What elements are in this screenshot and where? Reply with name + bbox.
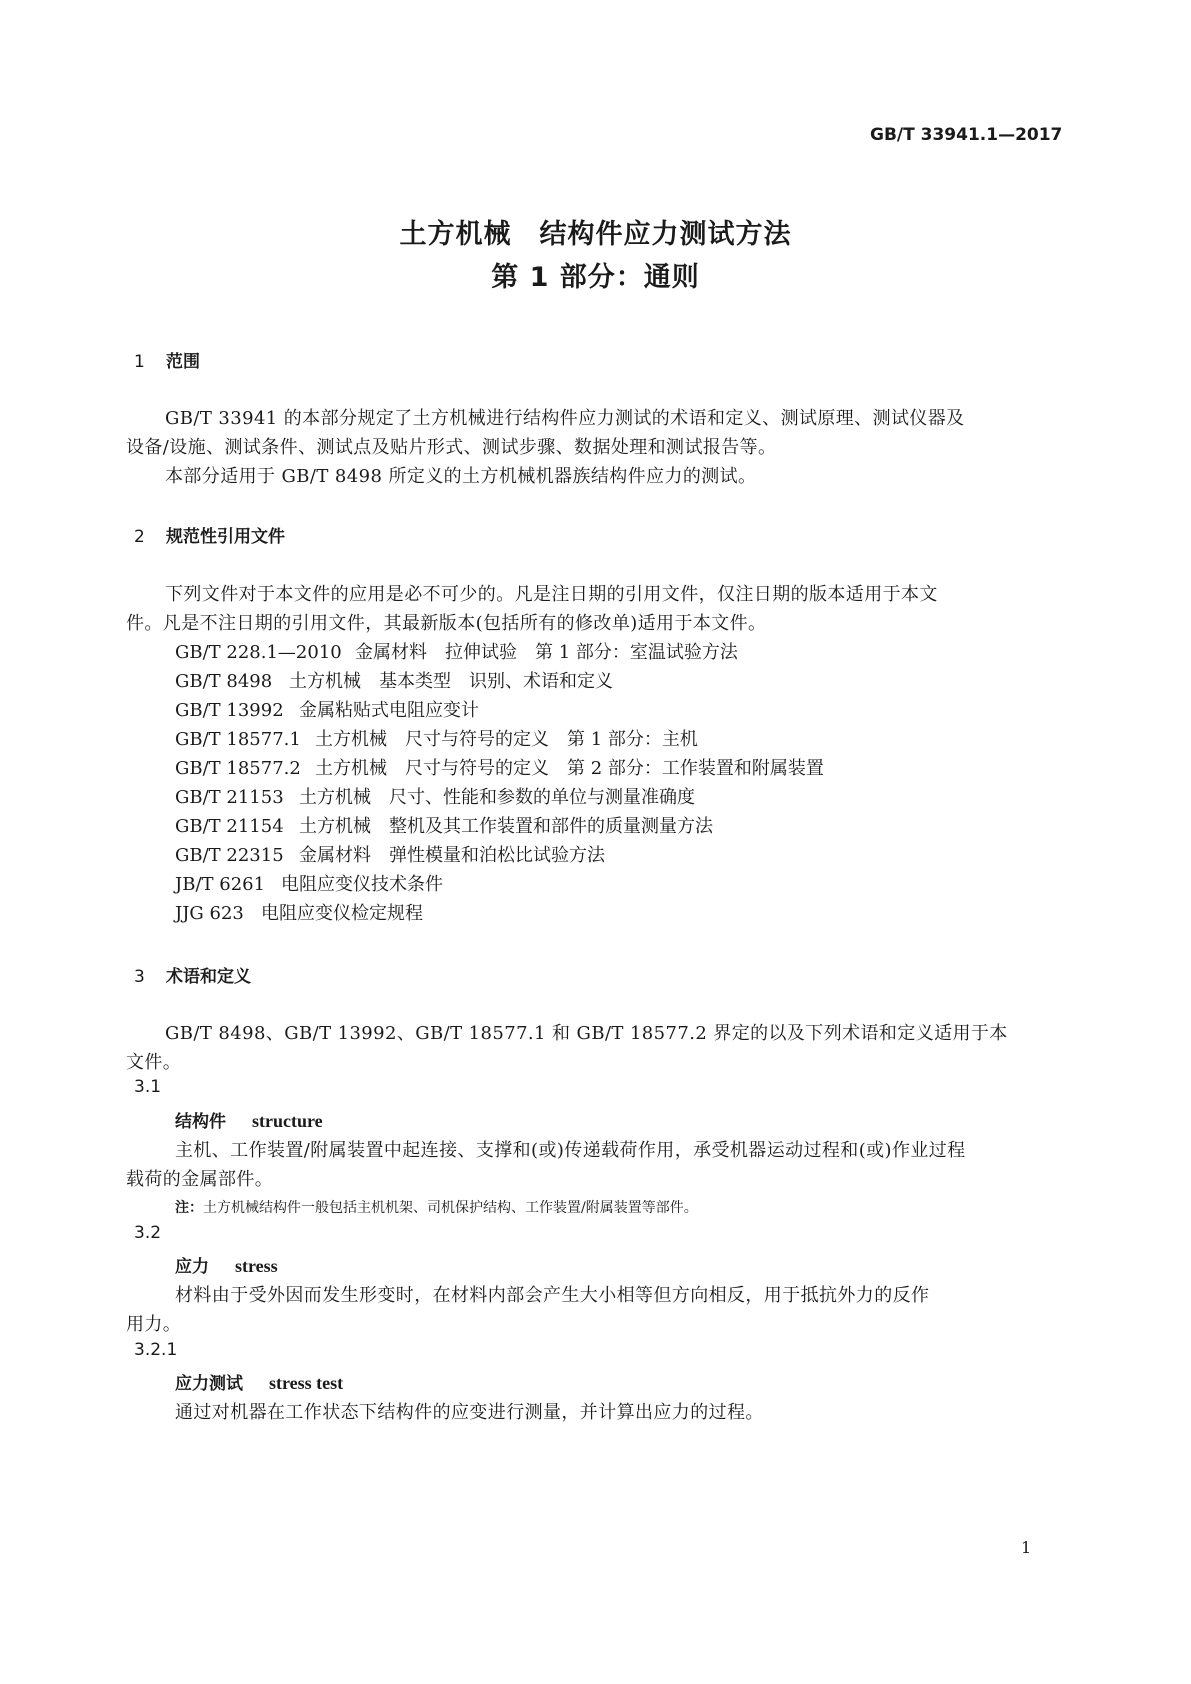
reference-title: 金属材料 弹性模量和泊松比试验方法	[299, 845, 605, 866]
section-2-heading	[134, 522, 285, 547]
section-number: 1	[134, 352, 145, 372]
term-heading	[175, 1107, 323, 1132]
reference-code: GB/T 18577.1	[175, 729, 301, 750]
definition-line: 用力。	[126, 1314, 182, 1335]
reference-code: JB/T 6261	[175, 874, 266, 895]
paragraph-line: GB/T 33941 的本部分规定了土方机械进行结构件应力测试的术语和定义、测试原理、测试仪器及	[165, 408, 965, 429]
document-subtitle: 第 1 部分：通则	[491, 262, 700, 293]
term-heading	[175, 1252, 278, 1277]
section-3-heading	[134, 962, 251, 987]
reference-title: 金属粘贴式电阻应变计	[299, 700, 479, 721]
paragraph-line: 文件。	[126, 1052, 182, 1073]
section-1-heading	[134, 347, 200, 372]
reference-code: GB/T 18577.2	[175, 758, 301, 779]
reference-title: 土方机械 基本类型 识别、术语和定义	[289, 671, 613, 692]
term-number: 3.2	[134, 1223, 162, 1243]
reference-item	[175, 725, 698, 751]
reference-item	[175, 638, 738, 664]
reference-code: JJG 623	[175, 903, 244, 924]
paragraph-line: 下列文件对于本文件的应用是必不可少的。凡是注日期的引用文件，仅注日期的版本适用于本文	[165, 584, 938, 605]
note-text: 土方机械结构件一般包括主机机架、司机保护结构、工作装置/附属装置等部件。	[203, 1200, 698, 1216]
term-en: stress test	[269, 1373, 344, 1393]
definition-line: 材料由于受外因而发生形变时，在材料内部会产生大小相等但方向相反，用于抵抗外力的反作	[175, 1285, 930, 1306]
term-number: 3.2.1	[134, 1340, 178, 1360]
reference-item	[175, 783, 695, 809]
reference-code: GB/T 21154	[175, 816, 284, 837]
section-title: 术语和定义	[166, 967, 251, 987]
reference-item	[175, 667, 613, 693]
paragraph-line: 件。凡是不注日期的引用文件，其最新版本(包括所有的修改单)适用于本文件。	[126, 613, 767, 634]
page-number: 1	[1021, 1538, 1032, 1557]
reference-item	[175, 870, 443, 896]
note-label: 注：	[175, 1200, 203, 1216]
term-heading	[175, 1369, 343, 1394]
paragraph-line: 设备/设施、测试条件、测试点及贴片形式、测试步骤、数据处理和测试报告等。	[126, 437, 777, 458]
paragraph-line: 本部分适用于 GB/T 8498 所定义的土方机械机器族结构件应力的测试。	[165, 466, 757, 487]
reference-code: GB/T 8498	[175, 671, 273, 692]
term-en: structure	[252, 1111, 323, 1131]
reference-item	[175, 754, 824, 780]
reference-title: 土方机械 尺寸与符号的定义 第 1 部分：主机	[315, 729, 698, 750]
reference-title: 土方机械 尺寸与符号的定义 第 2 部分：工作装置和附属装置	[315, 758, 824, 779]
term-zh: 结构件	[175, 1112, 226, 1132]
reference-item	[175, 841, 605, 867]
reference-code: GB/T 21153	[175, 787, 284, 808]
reference-item	[175, 899, 423, 925]
term-number: 3.1	[134, 1077, 162, 1097]
paragraph-line: GB/T 8498、GB/T 13992、GB/T 18577.1 和 GB/T 18577.2 界定的以及下列术语和定义适用于本	[165, 1023, 1008, 1044]
definition-line: 载荷的金属部件。	[126, 1169, 274, 1190]
reference-code: GB/T 228.1—2010	[175, 642, 342, 663]
reference-title: 电阻应变仪技术条件	[281, 874, 443, 895]
standard-number: GB/T 33941.1—2017	[870, 125, 1063, 145]
reference-item	[175, 696, 479, 722]
reference-title: 电阻应变仪检定规程	[261, 903, 423, 924]
document-title: 土方机械 结构件应力测试方法	[399, 219, 792, 250]
definition-line: 主机、工作装置/附属装置中起连接、支撑和(或)传递载荷作用，承受机器运动过程和(或)作业过程	[175, 1140, 966, 1161]
note	[175, 1197, 698, 1217]
reference-item	[175, 812, 713, 838]
term-zh: 应力测试	[175, 1374, 243, 1394]
reference-code: GB/T 22315	[175, 845, 284, 866]
section-title: 范围	[166, 352, 200, 372]
section-number: 3	[134, 967, 145, 987]
reference-title: 土方机械 整机及其工作装置和部件的质量测量方法	[299, 816, 713, 837]
reference-code: GB/T 13992	[175, 700, 284, 721]
reference-title: 金属材料 拉伸试验 第 1 部分：室温试验方法	[355, 642, 738, 663]
term-zh: 应力	[175, 1257, 209, 1277]
section-number: 2	[134, 527, 145, 547]
term-en: stress	[235, 1256, 278, 1276]
definition-line: 通过对机器在工作状态下结构件的应变进行测量，并计算出应力的过程。	[175, 1402, 764, 1423]
reference-title: 土方机械 尺寸、性能和参数的单位与测量准确度	[299, 787, 695, 808]
section-title: 规范性引用文件	[166, 527, 285, 547]
